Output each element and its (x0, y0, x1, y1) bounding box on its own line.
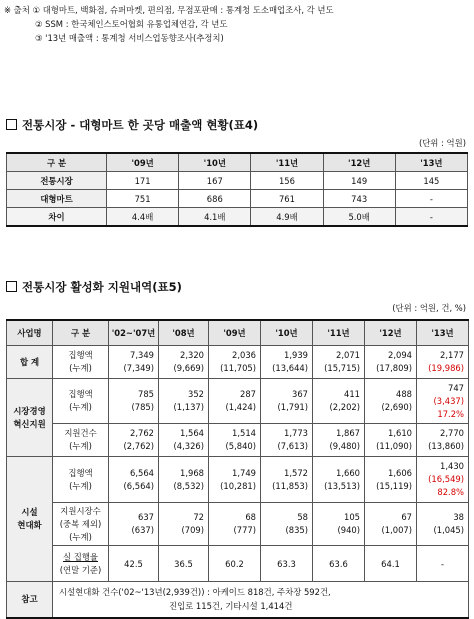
table-cell: 156 (251, 172, 323, 190)
table-cell (365, 503, 417, 546)
share-percent: 17.2% (437, 408, 464, 419)
table-cell (313, 346, 365, 379)
reference-line: 시설현대화 건수('02~'13년(2,939건)) : 아케이드 818건, 주차장 592건, (59, 587, 331, 598)
header-category: 구 분 (7, 153, 107, 172)
source-line-1: ※ 출처 ① 대형마트, 백화점, 슈퍼마켓, 편의점, 무점포판매 : 통계청 도소매업조사, 각 년도 (4, 5, 334, 15)
value: 1,939 (284, 350, 308, 360)
table-cell: 4.4배 (107, 208, 179, 227)
table-header-row (7, 320, 469, 346)
value: 1,572 (284, 467, 308, 478)
value: 1,564 (180, 428, 204, 438)
table-row (7, 503, 469, 546)
table-cell (261, 379, 313, 424)
sub-label: 실 집행율 (62, 551, 99, 562)
value: 785 (138, 389, 154, 399)
cumulative-value: (15,715) (324, 363, 360, 373)
sub-label: (누계) (69, 402, 92, 412)
value: 2,071 (336, 350, 360, 360)
table-cell: 5.0배 (323, 208, 395, 227)
table-cell: 167 (179, 172, 251, 190)
table-cell (417, 379, 469, 424)
cumulative-value: (13,513) (324, 480, 360, 491)
cumulative-value: (5,840) (225, 441, 256, 451)
header-year: '09년 (107, 153, 179, 172)
sub-label: (누계) (69, 480, 92, 491)
table-cell (261, 346, 313, 379)
reference-line: 진입로 115건, 기타시설 1,414건 (169, 601, 293, 612)
table-cell (313, 457, 365, 503)
sales-comparison-table (6, 152, 468, 227)
table-cell (209, 346, 261, 379)
value: 2,320 (180, 350, 204, 360)
table-header-row (7, 153, 468, 172)
value: 2,762 (130, 428, 154, 438)
row-label: 전통시장 (7, 172, 107, 190)
row-label: 대형마트 (7, 190, 107, 208)
table-cell: 36.5 (159, 546, 209, 582)
cumulative-value: (777) (233, 525, 256, 535)
sub-label: (중복 제외) (59, 518, 102, 529)
table-cell (109, 457, 159, 503)
header-project: 사업명 (7, 320, 53, 346)
sub-label: (누계) (69, 441, 92, 451)
header-year: '08년 (159, 320, 209, 346)
value: 637 (138, 512, 154, 522)
cumulative-value-highlight: (3,437) (433, 395, 464, 406)
cumulative-value-highlight: (16,549) (428, 474, 464, 484)
value: 105 (344, 512, 360, 522)
reference-note (53, 582, 469, 618)
value: 2,770 (440, 428, 464, 438)
table-cell: 171 (107, 172, 179, 190)
value: 2,036 (232, 350, 256, 360)
sub-label: 집행액 (68, 350, 93, 360)
value: 1,606 (388, 467, 412, 478)
table-cell (109, 424, 159, 457)
row-category-reference: 참고 (7, 582, 53, 618)
sub-label: 집행액 (68, 389, 93, 399)
cumulative-value: (13,860) (428, 441, 464, 451)
cumulative-value: (1,424) (225, 402, 256, 412)
table-cell: 4.1배 (179, 208, 251, 227)
source-line-3: ③ '13년 매출액 : 통계청 서비스업동향조사(추정치) (35, 33, 224, 43)
row-subcategory (53, 424, 109, 457)
table-cell: - (395, 190, 467, 208)
cumulative-value: (785) (131, 402, 154, 412)
value: 411 (344, 389, 360, 399)
table-cell (365, 457, 417, 503)
value: 747 (448, 382, 464, 393)
row-category-total: 합 계 (7, 346, 53, 379)
table-cell: 686 (179, 190, 251, 208)
header-year: '10년 (179, 153, 251, 172)
value: 67 (401, 512, 412, 522)
value: 1,968 (180, 467, 204, 478)
section-2-unit: (단위 : 억원, 건, %) (392, 303, 466, 313)
table-cell (209, 424, 261, 457)
header-year: '11년 (251, 153, 323, 172)
cumulative-value: (11,853) (272, 480, 308, 491)
table-cell: 761 (251, 190, 323, 208)
table-cell: 743 (323, 190, 395, 208)
table-cell: 63.3 (261, 546, 313, 582)
cumulative-value: (1,045) (433, 525, 464, 535)
table-cell (417, 503, 469, 546)
sub-label: (누계) (69, 363, 92, 373)
cumulative-value: (2,202) (329, 402, 360, 412)
cumulative-value: (940) (337, 525, 360, 535)
value: 1,773 (284, 428, 308, 438)
table-row (7, 424, 469, 457)
header-year: '09년 (209, 320, 261, 346)
table-cell (261, 503, 313, 546)
value: 1,514 (232, 428, 256, 438)
table-cell (365, 379, 417, 424)
support-history-table (6, 319, 469, 619)
sub-label: 지원시장수 (60, 505, 101, 516)
table-cell (109, 346, 159, 379)
value: 2,094 (388, 350, 412, 360)
cumulative-value: (835) (285, 525, 308, 535)
cumulative-value: (7,349) (123, 363, 154, 373)
table-cell (159, 503, 209, 546)
table-row (7, 190, 468, 208)
table-cell (261, 457, 313, 503)
sub-label: 집행액 (68, 467, 93, 478)
table-cell (209, 379, 261, 424)
section-1-title (6, 117, 258, 133)
section-1-title-text: 전통시장 - 대형마트 한 곳당 매출액 현황(표4) (22, 118, 259, 132)
table-cell (109, 379, 159, 424)
value: 352 (188, 389, 204, 399)
cumulative-value: (13,644) (272, 363, 308, 373)
table-cell: 64.1 (365, 546, 417, 582)
table-row (7, 546, 469, 582)
value: 287 (240, 389, 256, 399)
table-cell (159, 424, 209, 457)
value: 367 (292, 389, 308, 399)
table-cell (313, 503, 365, 546)
table-row-reference (7, 582, 469, 618)
value: 7,349 (130, 350, 154, 360)
row-subcategory (53, 457, 109, 503)
checkbox-square-icon (6, 281, 17, 292)
cumulative-value-highlight: (19,986) (428, 363, 464, 373)
table-cell: - (395, 208, 467, 227)
header-category: 구 분 (53, 320, 109, 346)
cumulative-value: (9,669) (173, 363, 204, 373)
table-cell (417, 424, 469, 457)
table-cell (159, 346, 209, 379)
category-label: 현대화 (17, 520, 42, 530)
table-cell: - (417, 546, 469, 582)
cumulative-value: (8,532) (173, 480, 204, 491)
row-subcategory (53, 346, 109, 379)
table-cell (365, 424, 417, 457)
cumulative-value: (709) (181, 525, 204, 535)
table-cell (261, 424, 313, 457)
cumulative-value: (1,007) (381, 525, 412, 535)
row-subcategory (53, 546, 109, 582)
value: 1,749 (232, 467, 256, 478)
cumulative-value: (11,705) (220, 363, 256, 373)
cumulative-value: (10,281) (220, 480, 256, 491)
header-year: '12년 (365, 320, 417, 346)
cumulative-value: (4,326) (173, 441, 204, 451)
value: 1,660 (336, 467, 360, 478)
value: 1,430 (440, 461, 464, 471)
table-cell: 4.9배 (251, 208, 323, 227)
header-year: '13년 (395, 153, 467, 172)
cumulative-value: (637) (131, 525, 154, 535)
table-cell (159, 379, 209, 424)
header-year: '10년 (261, 320, 313, 346)
cumulative-value: (2,690) (381, 402, 412, 412)
table-cell: 145 (395, 172, 467, 190)
value: 6,564 (130, 467, 154, 478)
value: 2,177 (440, 350, 464, 360)
header-year: '13년 (417, 320, 469, 346)
cumulative-value: (1,791) (277, 402, 308, 412)
category-label: 시설 (21, 507, 38, 517)
cumulative-value: (11,090) (376, 441, 412, 451)
category-label: 시장경영 (13, 405, 46, 416)
table-cell: 149 (323, 172, 395, 190)
table-cell (417, 346, 469, 379)
value: 38 (453, 512, 464, 522)
row-label: 차이 (7, 208, 107, 227)
table-row (7, 172, 468, 190)
table-cell (159, 457, 209, 503)
table-cell (417, 457, 469, 503)
cumulative-value: (17,809) (376, 363, 412, 373)
table-row (7, 208, 468, 227)
cumulative-value: (1,137) (173, 402, 204, 412)
table-cell: 60.2 (209, 546, 261, 582)
cumulative-value: (15,119) (376, 480, 412, 491)
cumulative-value: (9,480) (329, 441, 360, 451)
cumulative-value: (7,613) (277, 441, 308, 451)
table-row-total (7, 346, 469, 379)
header-year: '12년 (323, 153, 395, 172)
table-cell: 751 (107, 190, 179, 208)
row-subcategory (53, 503, 109, 546)
checkbox-square-icon (6, 119, 17, 130)
category-label: 혁신지원 (13, 418, 46, 429)
header-year: '11년 (313, 320, 365, 346)
table-cell: 63.6 (313, 546, 365, 582)
table-cell: 42.5 (109, 546, 159, 582)
sub-label: (누계) (69, 531, 92, 542)
header-year: '02~'07년 (109, 320, 159, 346)
source-notes (4, 3, 470, 45)
cumulative-value: (2,762) (123, 441, 154, 451)
source-line-2: ② SSM : 한국체인스토어협회 유통업체연감, 각 년도 (35, 19, 228, 29)
section-1-unit: (단위 : 억원) (418, 138, 466, 148)
table-cell (109, 503, 159, 546)
table-cell (313, 424, 365, 457)
section-2-title (6, 279, 182, 295)
value: 488 (396, 389, 412, 399)
table-cell (365, 346, 417, 379)
row-subcategory (53, 379, 109, 424)
row-category-facility (7, 457, 53, 582)
value: 1,867 (336, 428, 360, 438)
value: 58 (297, 512, 308, 522)
sub-label: 지원건수 (64, 428, 97, 438)
section-2-title-text: 전통시장 활성화 지원내역(표5) (22, 280, 182, 294)
value: 1,610 (388, 428, 412, 438)
row-category-market-mgmt (7, 379, 53, 457)
sub-label: (연말 기준) (59, 564, 102, 575)
value: 68 (245, 512, 256, 522)
table-cell (209, 457, 261, 503)
table-row (7, 457, 469, 503)
value: 72 (193, 512, 204, 522)
cumulative-value: (6,564) (123, 480, 154, 491)
share-percent: 82.8% (437, 487, 464, 497)
table-row (7, 379, 469, 424)
table-cell (209, 503, 261, 546)
table-cell (313, 379, 365, 424)
